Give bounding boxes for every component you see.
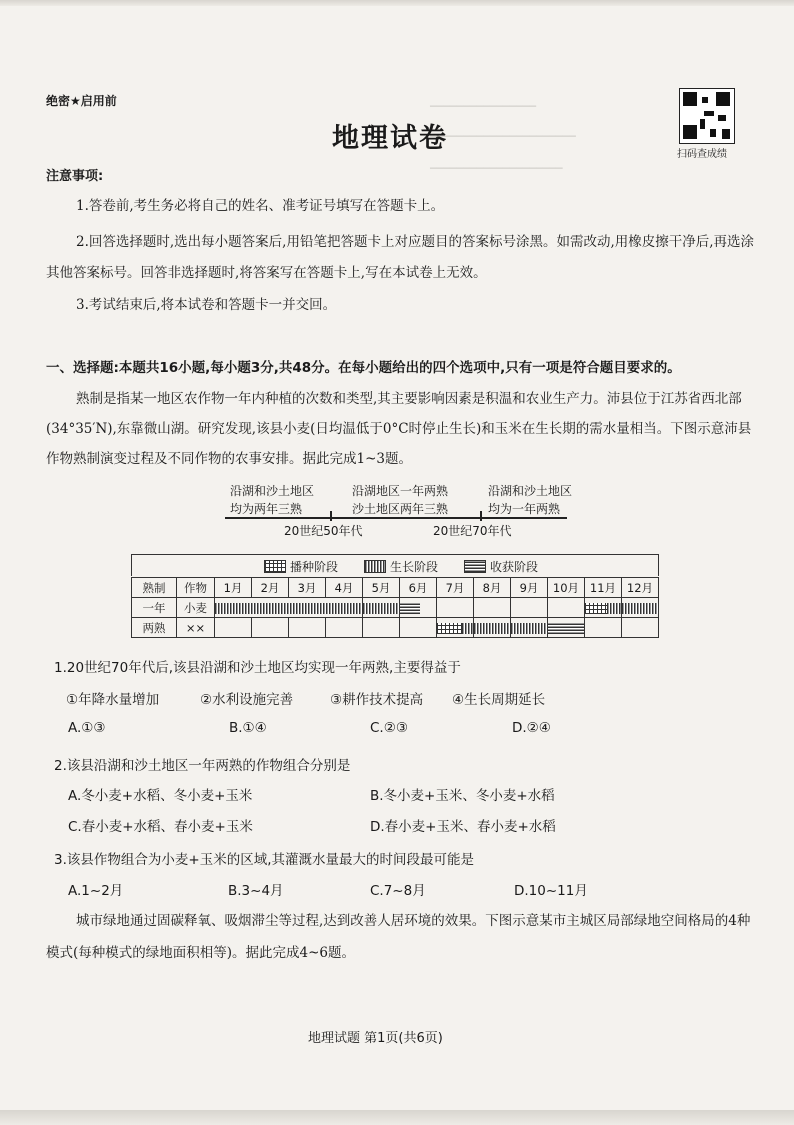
crop2-grow-bar [511, 623, 547, 634]
notice-item-2: 2.回答选择题时,选出每小题答案后,用铅笔把答题卡上对应题目的答案标号涂黑。如需改动,用橡皮擦干净后,再选涂其他答案标号。回答非选择题时,将答案写在答题卡上,写在本试卷上无效。 [46, 234, 755, 281]
page-footer: 地理试题 第1页(共6页) [308, 1031, 443, 1046]
empty-cell [363, 618, 400, 638]
page-title: 地理试卷 [332, 123, 448, 154]
timeline-era-1: 20世纪50年代 [284, 524, 363, 538]
legend-harvest-label: 收获阶段 [490, 560, 539, 574]
header-cell: 作物 [177, 578, 215, 598]
empty-cell [474, 598, 511, 618]
q2-option-c[interactable]: C.春小麦+水稻、春小麦+玉米 [68, 819, 253, 835]
wheat-nov [585, 598, 622, 618]
section-heading: 一、选择题:本题共16小题,每小题3分,共48分。在每小题给出的四个选项中,只有一项是符合题目要求的。 [46, 360, 681, 376]
header-cell: 1月 [215, 578, 252, 598]
crop-name-cell: ×× [177, 618, 215, 638]
passage-1: 熟制是指某一地区农作物一年内种植的次数和类型,其主要影响因素是积温和农业生产力。沛县位于江苏省西北部(34°35′N),东靠微山湖。研究发现,该县小麦(日均温低于0°C时停止生长)和玉米在生长期的需水量相当。下图示意沛县作物熟制演变过程及不同作物的农事安排。据此完成1~3题。 [46, 391, 752, 467]
header-cell: 12月 [622, 578, 659, 598]
crop2-oct [548, 618, 585, 638]
header-cell: 7月 [437, 578, 474, 598]
q1-statement-1: ①年降水量增加 [66, 692, 160, 708]
legend-sow-label: 播种阶段 [290, 560, 339, 574]
notice-heading: 注意事项: [46, 169, 104, 184]
table-header-row [132, 578, 659, 598]
wheat-grow-bar [607, 603, 621, 614]
timeline-stage3-line1: 沿湖和沙土地区 [488, 484, 573, 498]
wheat-jan-apr [215, 598, 363, 618]
q3-option-b[interactable]: B.3~4月 [228, 883, 284, 899]
q1-option-d[interactable]: D.②④ [512, 720, 551, 736]
q3-option-d[interactable]: D.10~11月 [514, 883, 588, 899]
header-cell: 熟制 [132, 578, 177, 598]
scan-edge-top [0, 0, 794, 6]
bleed-through-line: ──────────────────── [430, 162, 563, 175]
qr-code[interactable] [679, 88, 735, 144]
timeline-stage1-line1: 沿湖和沙土地区 [230, 484, 315, 498]
table-row-wheat [132, 598, 659, 618]
timeline-stage3-line2: 均为一年两熟 [488, 502, 561, 516]
timeline-era-2: 20世纪70年代 [433, 524, 512, 538]
empty-cell [400, 618, 437, 638]
crop2-sow-bar [437, 623, 462, 634]
empty-cell [326, 618, 363, 638]
wheat-dec [622, 598, 659, 618]
bleed-through-line: ────────────────────── [430, 130, 576, 143]
crop2-jul [437, 618, 474, 638]
empty-cell [585, 618, 622, 638]
question-3-stem: 3.该县作物组合为小麦+玉米的区域,其灌溉水量最大的时间段最可能是 [54, 852, 474, 868]
scan-edge-bottom [0, 1110, 794, 1125]
wheat-harvest-bar [400, 603, 420, 614]
question-1-stem: 1.20世纪70年代后,该县沿湖和沙土地区均实现一年两熟,主要得益于 [54, 660, 461, 676]
wheat-jun [400, 598, 437, 618]
table-row-second-crop [132, 618, 659, 638]
header-cell: 11月 [585, 578, 622, 598]
header-cell: 10月 [548, 578, 585, 598]
row-label-cell: 两熟 [132, 618, 177, 638]
timeline-stage2-line1: 沿湖地区一年两熟 [352, 484, 449, 498]
empty-cell [215, 618, 252, 638]
q1-statement-4: ④生长周期延长 [452, 692, 546, 708]
header-cell: 9月 [511, 578, 548, 598]
crop-calendar-table [131, 577, 659, 638]
legend-grow-swatch [364, 560, 386, 573]
crop2-grow-bar [462, 623, 473, 634]
crop2-sep [511, 618, 548, 638]
empty-cell [437, 598, 474, 618]
timeline-tick [480, 511, 482, 521]
row-label-cell: 一年 [132, 598, 177, 618]
wheat-grow-bar [622, 603, 658, 614]
q1-option-b[interactable]: B.①④ [229, 720, 267, 736]
q1-statement-2: ②水利设施完善 [200, 692, 294, 708]
header-cell: 2月 [252, 578, 289, 598]
header-cell: 6月 [400, 578, 437, 598]
timeline-tick [330, 511, 332, 521]
header-cell: 3月 [289, 578, 326, 598]
q1-statement-3: ③耕作技术提高 [330, 692, 424, 708]
q3-option-c[interactable]: C.7~8月 [370, 883, 426, 899]
crop2-aug [474, 618, 511, 638]
empty-cell [289, 618, 326, 638]
q3-option-a[interactable]: A.1~2月 [68, 883, 124, 899]
secret-label: 绝密★启用前 [46, 94, 117, 108]
header-cell: 8月 [474, 578, 511, 598]
timeline-stage2-line2: 沙土地区两年三熟 [352, 502, 449, 516]
timeline-axis [225, 517, 567, 519]
header-cell: 5月 [363, 578, 400, 598]
crop-name-cell: 小麦 [177, 598, 215, 618]
legend-grow-label: 生长阶段 [390, 560, 439, 574]
notice-item-3: 3.考试结束后,将本试卷和答题卡一并交回。 [76, 297, 337, 313]
empty-cell [252, 618, 289, 638]
legend-harvest-swatch [464, 560, 486, 573]
q2-option-a[interactable]: A.冬小麦+水稻、冬小麦+玉米 [68, 788, 253, 804]
crop2-harvest-bar [548, 623, 584, 634]
empty-cell [622, 618, 659, 638]
legend-sow-swatch [264, 560, 286, 573]
bleed-through-line: ──────────────── [430, 100, 536, 113]
empty-cell [548, 598, 585, 618]
wheat-sow-bar [585, 603, 607, 614]
header-cell: 4月 [326, 578, 363, 598]
q2-option-d[interactable]: D.春小麦+玉米、春小麦+水稻 [370, 819, 556, 835]
wheat-grow-bar [215, 603, 362, 614]
qr-caption: 扫码查成绩 [677, 149, 727, 160]
passage-2: 城市绿地通过固碳释氧、吸烟滞尘等过程,达到改善人居环境的效果。下图示意某市主城区局部绿地空间格局的4种模式(每种模式的绿地面积相等)。据此完成4~6题。 [46, 913, 751, 961]
timeline-stage1-line2: 均为两年三熟 [230, 502, 303, 516]
empty-cell [511, 598, 548, 618]
q1-option-c[interactable]: C.②③ [370, 720, 408, 736]
wheat-may [363, 598, 400, 618]
question-2-stem: 2.该县沿湖和沙土地区一年两熟的作物组合分别是 [54, 758, 351, 774]
q1-option-a[interactable]: A.①③ [68, 720, 106, 736]
wheat-grow-bar [363, 603, 399, 614]
notice-item-1: 1.答卷前,考生务必将自己的姓名、准考证号填写在答题卡上。 [76, 198, 445, 214]
crop2-grow-bar [474, 623, 510, 634]
q2-option-b[interactable]: B.冬小麦+玉米、冬小麦+水稻 [370, 788, 555, 804]
